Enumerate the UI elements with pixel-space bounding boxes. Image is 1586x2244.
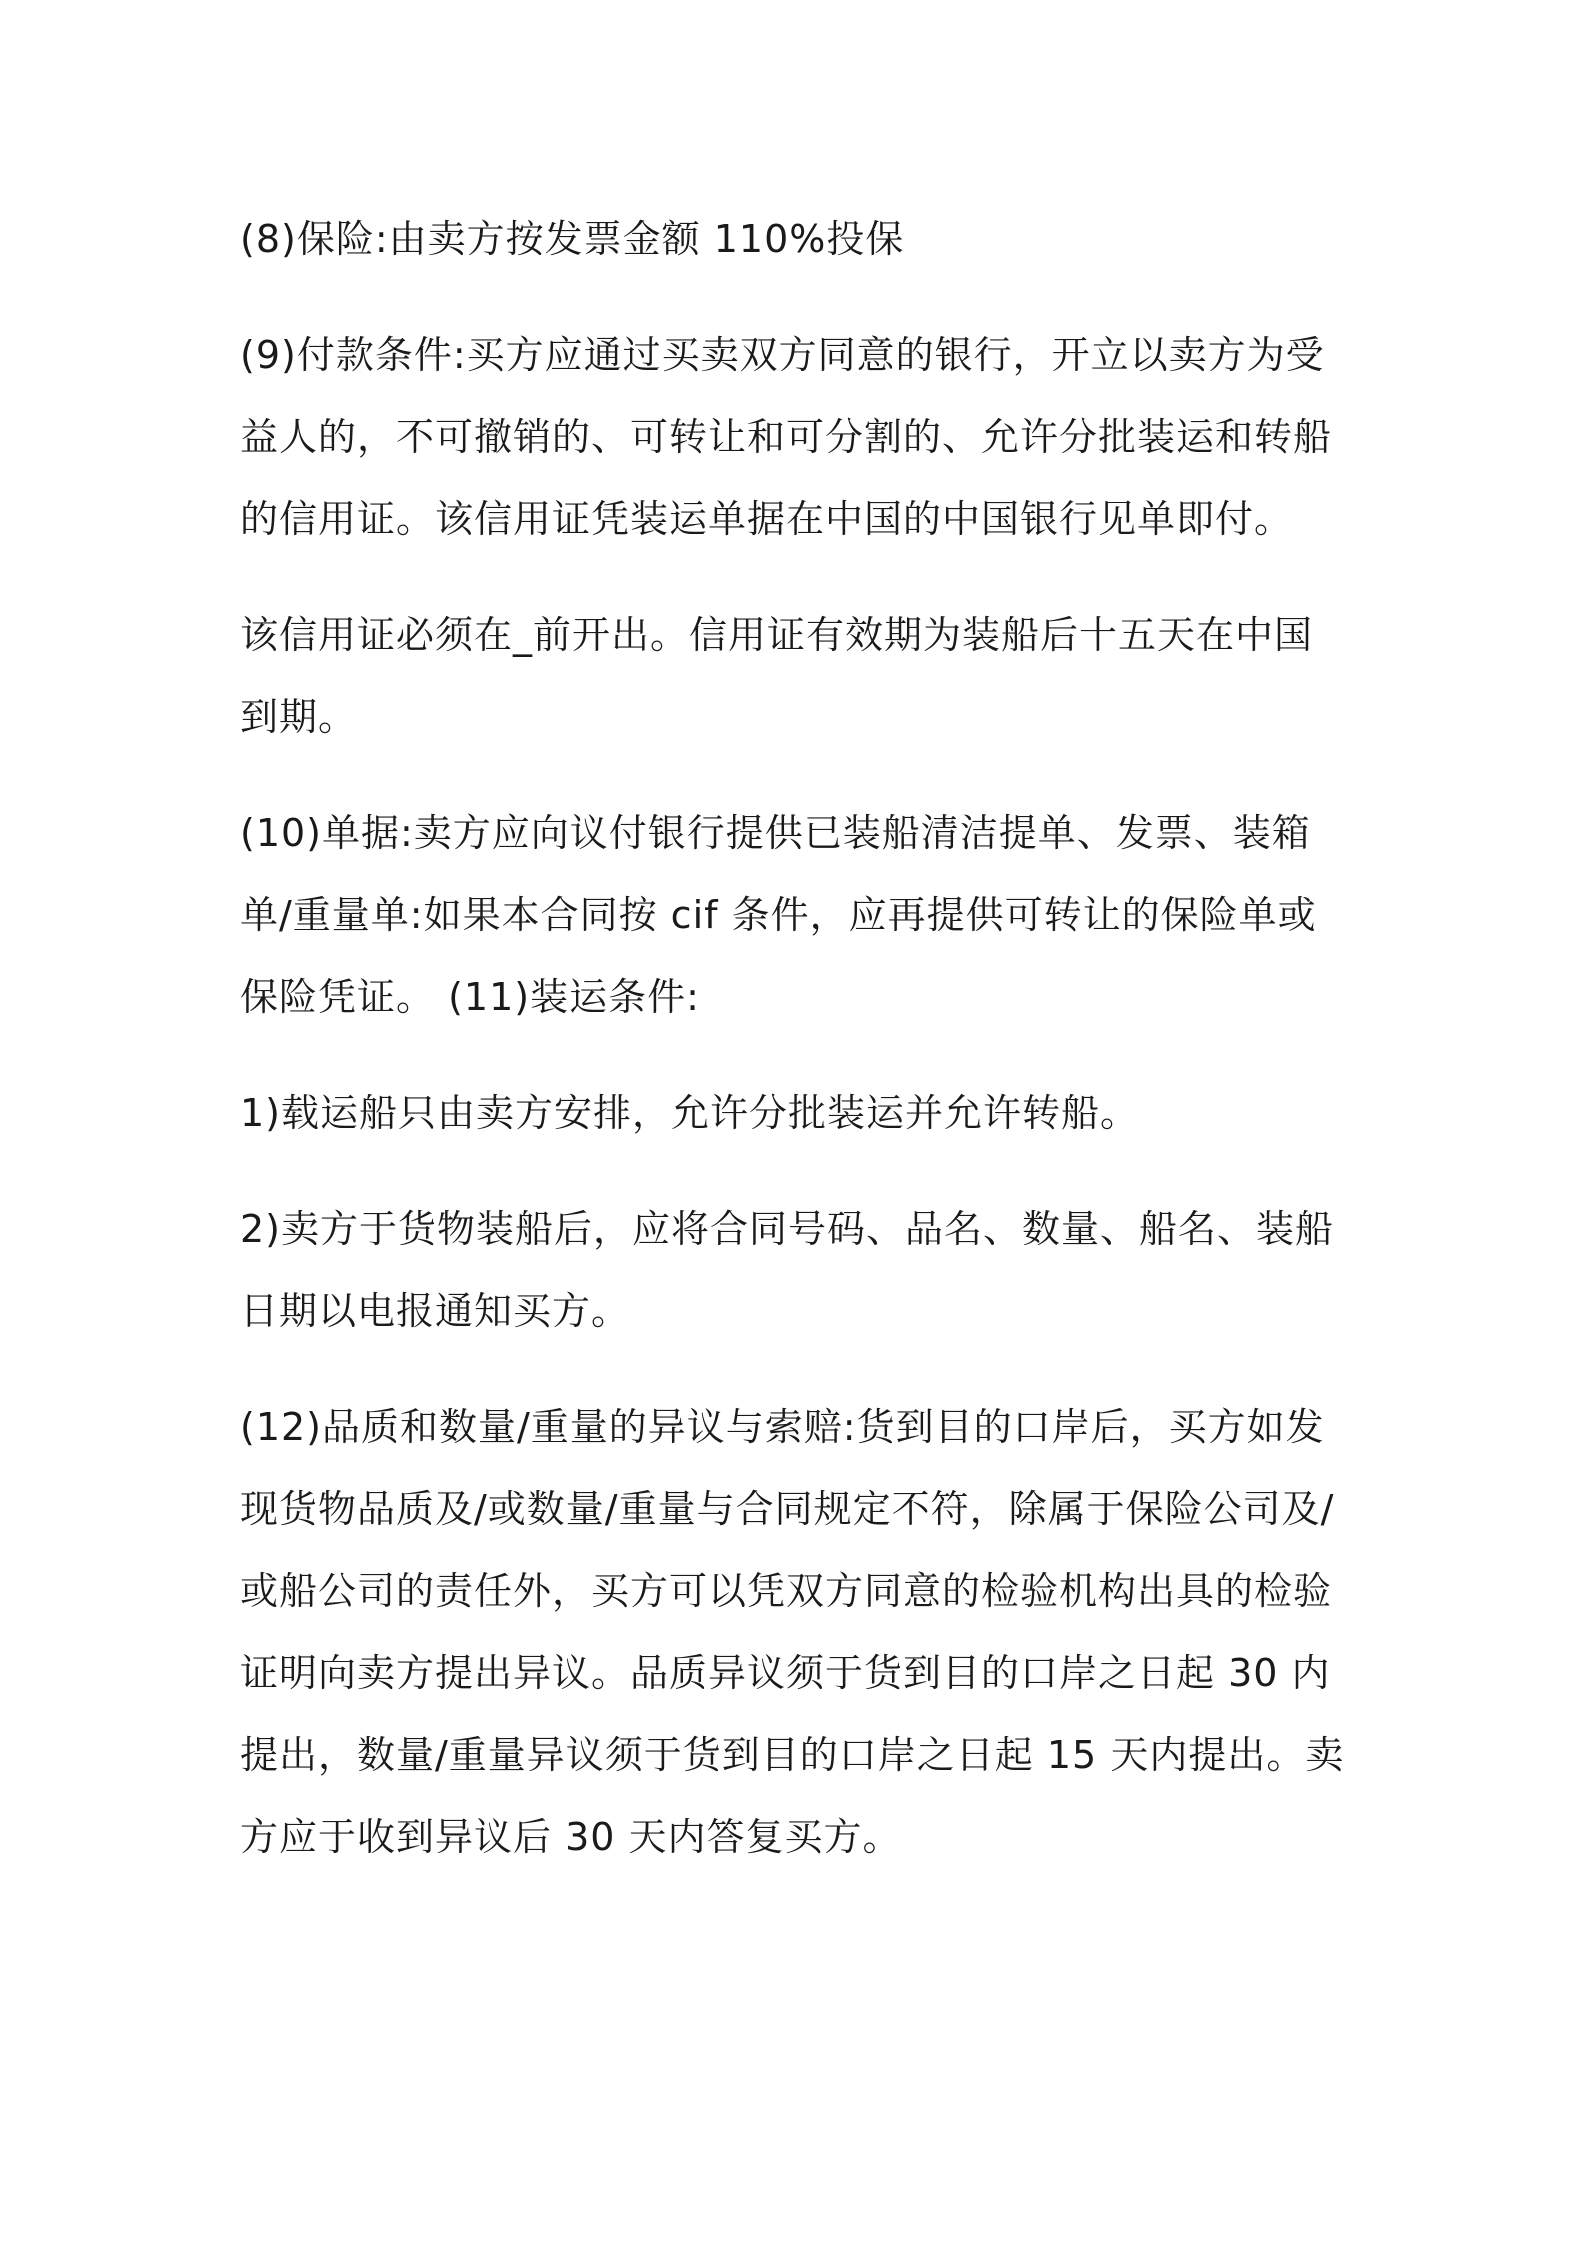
clause-12-claims: (12)品质和数量/重量的异议与索赔:货到目的口岸后，买方如发现货物品质及/或数量/重量与合同规定不符，除属于保险公司及/或船公司的责任外，买方可以凭双方同意的检验机构出具的检验证明向卖方提出异议。品质异议须于货到目的口岸之日起 30 内提出，数量/重量异议须于货到目的口岸之日起 15 天内提出。卖方应于收到异议后 30 天内答复买方。 xyxy=(240,1405,1345,1859)
clause-8-insurance: (8)保险:由卖方按发票金额 110%投保 xyxy=(240,217,905,261)
clause-11-shipping-2: 2)卖方于货物装船后，应将合同号码、品名、数量、船名、装船日期以电报通知买方。 xyxy=(240,1207,1335,1333)
clause-9-credit-validity: 该信用证必须在_前开出。信用证有效期为装船后十五天在中国到期。 xyxy=(240,613,1314,739)
clause-10-documents: (10)单据:卖方应向议付银行提供已装船清洁提单、发票、装箱单/重量单:如果本合同按 cif 条件，应再提供可转让的保险单或保险凭证。 (11)装运条件: xyxy=(240,811,1317,1019)
clause-9-payment: (9)付款条件:买方应通过买卖双方同意的银行，开立以卖方为受益人的，不可撤销的、可转让和可分割的、允许分批装运和转船的信用证。该信用证凭装运单据在中国的中国银行见单即付。 xyxy=(240,333,1333,541)
clause-11-shipping-1: 1)载运船只由卖方安排，允许分批装运并允许转船。 xyxy=(240,1091,1140,1135)
contract-body xyxy=(240,198,1350,1912)
